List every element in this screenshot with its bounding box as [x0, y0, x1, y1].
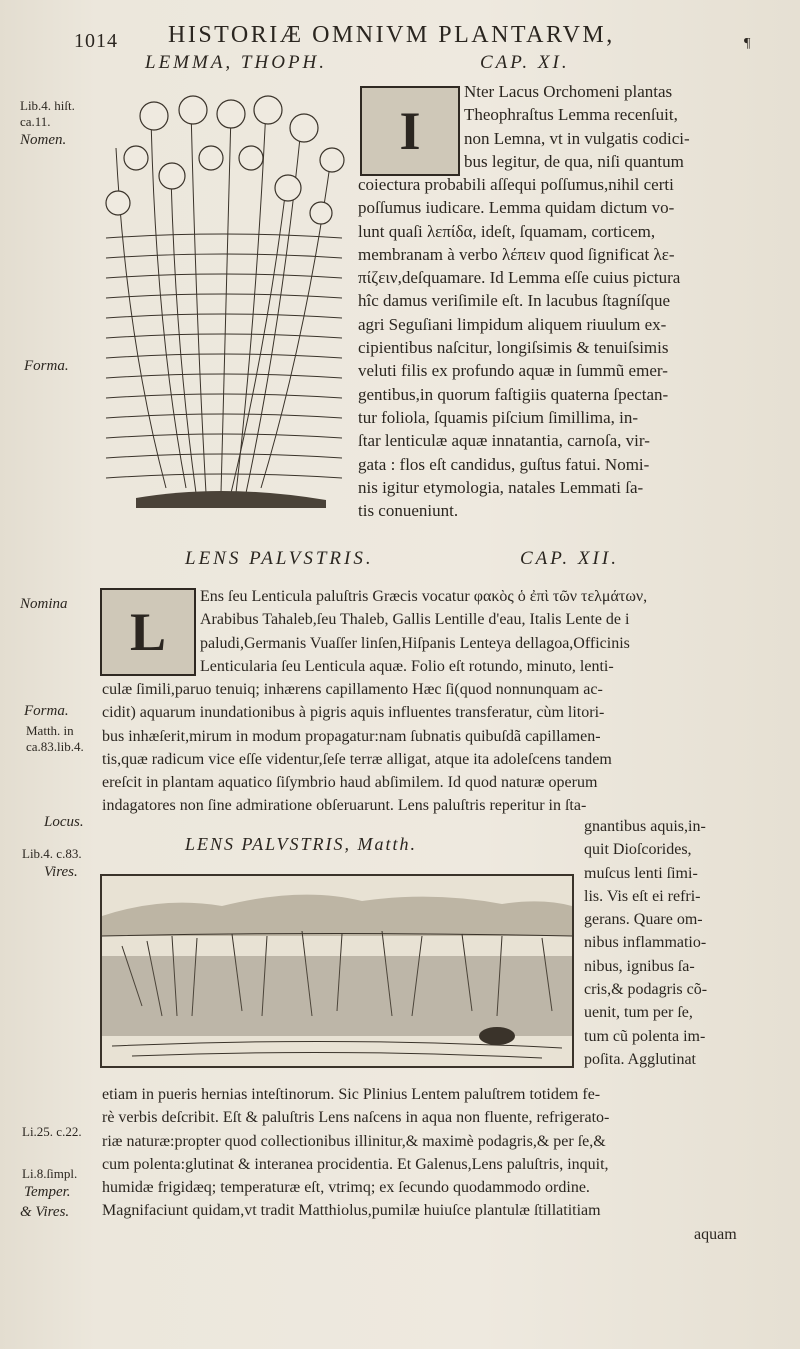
- text-line: tum cũ polenta im-: [584, 1027, 706, 1045]
- text-line: Lenticularia ſeu Lenticula aquæ. Folio eſt rotundo, minuto, lenti-: [200, 657, 614, 675]
- page-number: 1014: [74, 30, 118, 52]
- text-line: cidit) aquarum inundationibus à pigris aquis influentes transferatur, cùm litori-: [102, 704, 605, 722]
- text-line: veluti filis ex profundo aquæ in ſummũ emer-: [358, 361, 668, 381]
- text-line: Magnifaciunt quidam,vt tradit Matthiolus,pumilæ huiuſce plantulæ ſtillatitiam: [102, 1202, 601, 1220]
- corner-mark: ¶: [744, 36, 751, 51]
- text-line: etiam in pueris hernias inteſtinorum. Sic Plinius Lentem paluſtrem totidem fe-: [102, 1086, 601, 1103]
- text-line: indagatores non ſine admiratione obſeruarunt. Lens paluſtris reperitur in ſta-: [102, 797, 587, 815]
- margin-nomina: Nomina: [20, 596, 68, 612]
- chapter2-text: [102, 678, 612, 818]
- text-line: quit Dioſcorides,: [584, 841, 692, 859]
- margin-forma-2: Forma.: [24, 703, 69, 719]
- text-line: ſtar lenticulæ aquæ innatantia, carnoſa, vir-: [358, 431, 650, 451]
- chapter1-text: [358, 173, 680, 522]
- margin-locus: Locus.: [44, 814, 84, 830]
- margin-forma: Forma.: [24, 358, 69, 374]
- margin-li8: Li.8.ſimpl.: [22, 1166, 78, 1181]
- chapter2-title: LENS PALVSTRIS.: [185, 548, 374, 569]
- text-line: humidæ frigidæq; temperaturæ eſt, vtrimq; ex ſecundo quodammodo ordine.: [102, 1179, 590, 1197]
- text-line: nibus, ignibus ſa-: [584, 957, 695, 975]
- chapter2-right-column: [584, 815, 707, 1071]
- lens-palustris-woodcut-illustration: [100, 874, 574, 1068]
- margin-matth-2: ca.83.lib.4.: [26, 739, 84, 754]
- text-line: paludi,Germanis Vuaſſer linſen,Hiſpanis Lenteya dellagoa,Officinis: [200, 634, 630, 652]
- text-line: gentibus,in quorum faſtigiis quaterna ſpectan-: [358, 384, 669, 404]
- text-line: tis conueniunt.: [358, 501, 459, 521]
- chapter1-text-beside-initial: [464, 80, 690, 173]
- drop-cap-l: [100, 588, 196, 676]
- catchword: aquam: [694, 1226, 737, 1243]
- text-line: πίζειν,deſquamare. Id Lemma eſſe cuius pictura: [358, 268, 681, 288]
- text-line: non Lemna, vt in vulgatis codici-: [464, 128, 690, 148]
- text-line: bus inhæſerit,mirum in modum propagatur:nam ſubnatis quibuſdã capillamen-: [102, 727, 601, 745]
- text-line: tis,quæ radicum vice eſſe videntur,ſeſe terræ alligat, atque ita adoleſcens tandem: [102, 750, 612, 768]
- margin-ref-lib4: Lib.4. hiſt.: [20, 98, 75, 113]
- text-line: gata : flos eſt candidus, guſtus fatui. Nomi-: [358, 454, 650, 474]
- margin-nomen: Nomen.: [20, 132, 67, 148]
- text-line: Ens ſeu Lenticula paluſtris Græcis vocatur φακὸς ὁ ἐπὶ τῶν τελμάτων,: [200, 588, 648, 605]
- chapter2-tail-text: [102, 1083, 609, 1223]
- chapter2-text-beside-initial: [200, 585, 647, 678]
- chapter2-number: CAP. XII.: [520, 548, 619, 569]
- text-line: nis igitur etymologia, natales Lemmati ſa-: [358, 477, 644, 497]
- text-line: Theophraſtus Lemma recenſuit,: [464, 105, 678, 125]
- margin-li25: Li.25. c.22.: [22, 1124, 82, 1139]
- figure-caption: LENS PALVSTRIS, Matth.: [185, 834, 418, 854]
- margin-temper: Temper.: [24, 1184, 71, 1200]
- margin-lib4-c83: Lib.4. c.83.: [22, 846, 82, 861]
- text-line: bus legitur, de qua, niſi quantum: [464, 151, 684, 171]
- text-line: muſcus lenti ſimi-: [584, 864, 698, 882]
- text-line: nibus inflammatio-: [584, 934, 707, 952]
- text-line: Nter Lacus Orchomeni plantas: [464, 82, 673, 101]
- drop-cap-letter: I: [399, 101, 421, 161]
- chapter1-number: CAP. XI.: [480, 52, 570, 73]
- drop-cap-i: [360, 86, 460, 176]
- text-line: riæ naturæ:propter quod collectionibus illinitur,& maximè podagris,& per ſe,&: [102, 1132, 606, 1150]
- margin-ref-ca11: ca.11.: [20, 114, 51, 129]
- text-line: agri Seguſiani limpidum aliquem riuulum ex-: [358, 314, 667, 334]
- margin-matth-1: Matth. in: [26, 723, 74, 738]
- text-line: culæ ſimili,paruo tenuiq; inhærens capillamento Hæc ſi(quod nonnunquam ac-: [102, 681, 603, 698]
- text-line: cipientibus naſcitur, longiſsimis & tenuiſsimis: [358, 338, 669, 358]
- text-line: ereſcit in plantam aquatico ſiſymbrio haud abſimilem. Id quod naturæ operum: [102, 774, 598, 792]
- text-line: lis. Vis eſt ei refri-: [584, 887, 701, 905]
- drop-cap-letter: L: [129, 602, 167, 662]
- text-line: poſſumus iudicare. Lemma quidam dictum vo-: [358, 198, 675, 218]
- text-line: lunt quaſi λεπίδα, ideſt, ſquamam, corticem,: [358, 221, 656, 241]
- text-line: cum polenta:glutinat & interanea procidentia. Et Galenus,Lens paluſtris, inquit,: [102, 1155, 609, 1173]
- text-line: gnantibus aquis,in-: [584, 818, 706, 835]
- lemma-woodcut-illustration: [96, 88, 352, 514]
- text-line: membranam à verbo λέπειν quod ſignificat λε-: [358, 244, 675, 264]
- text-line: uenit, tum per ſe,: [584, 1004, 693, 1022]
- margin-vires: Vires.: [44, 864, 78, 880]
- text-line: cris,& podagris cõ-: [584, 981, 708, 999]
- text-line: rè verbis deſcribit. Eſt & paluſtris Lens naſcens in aqua non fluente, refrigerato-: [102, 1109, 610, 1127]
- text-line: poſita. Agglutinat: [584, 1050, 696, 1068]
- text-line: hîc damus veriſimile eſt. In lacubus ſtagníſque: [358, 291, 671, 311]
- running-title: HISTORIÆ OMNIVM PLANTARVM,: [168, 22, 615, 48]
- chapter1-title: LEMMA, THOPH.: [145, 52, 328, 73]
- text-line: gerans. Quare om-: [584, 911, 703, 929]
- text-line: Arabibus Tahaleb,ſeu Thaleb, Gallis Lentille d'eau, Italis Lente de i: [200, 611, 630, 629]
- text-line: tur foliola, ſquamis piſcium ſimillima, in-: [358, 407, 638, 427]
- margin-vires-2: & Vires.: [20, 1204, 70, 1220]
- text-line: coiectura probabili aſſequi poſſumus,nihil certi: [358, 175, 674, 194]
